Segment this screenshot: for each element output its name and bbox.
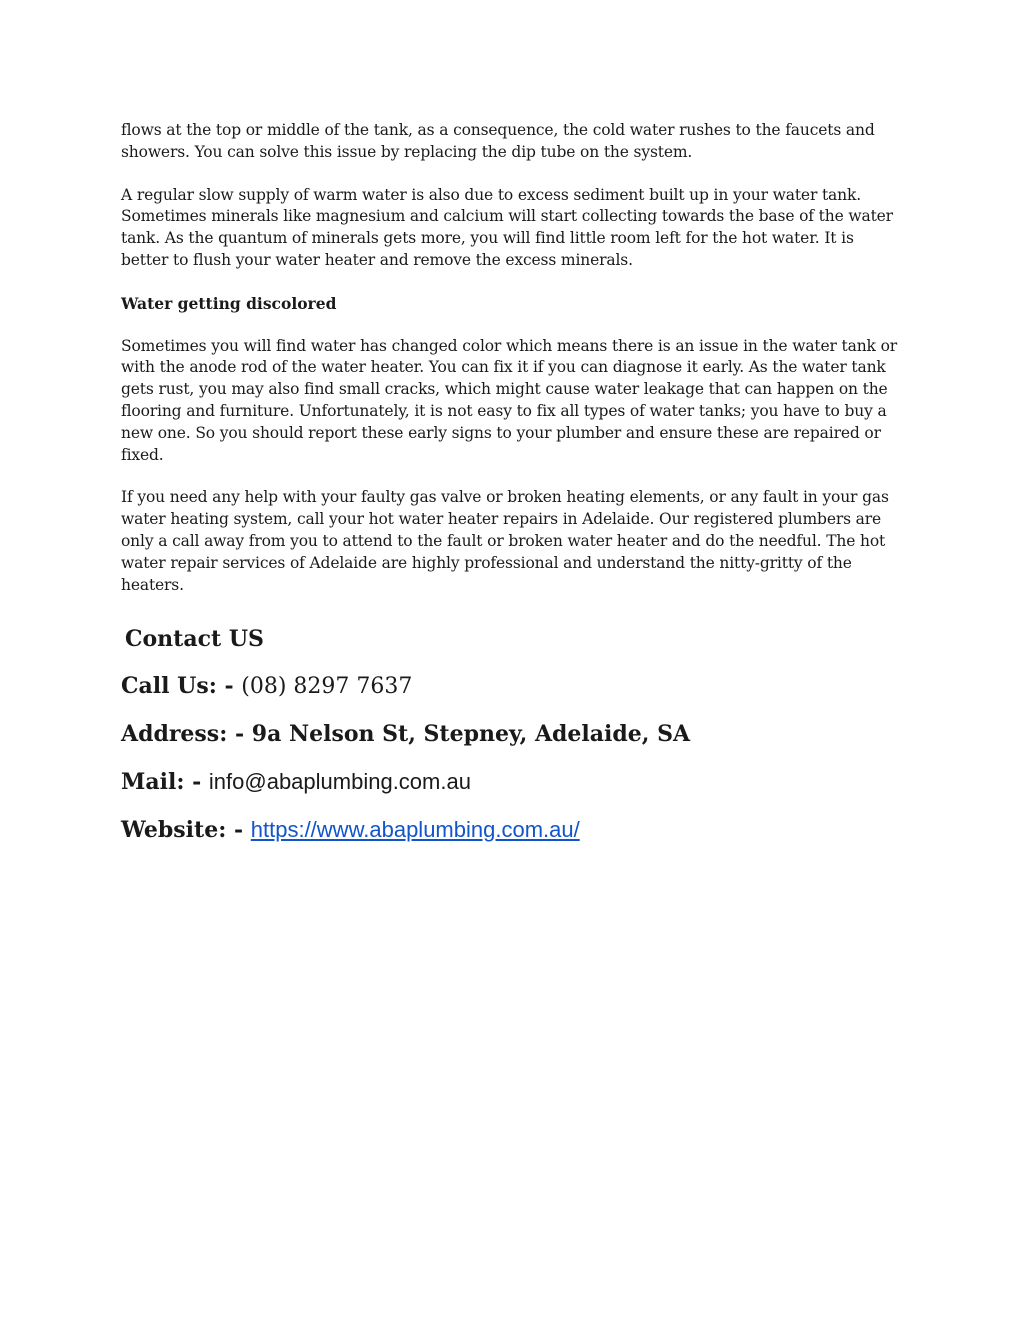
contact-heading: Contact US xyxy=(125,626,264,653)
website-label: Website: - xyxy=(121,817,251,844)
paragraph-line: fixed. xyxy=(121,445,164,464)
paragraph-line: new one. So you should report these early signs to your plumber and ensure these are repaired or xyxy=(121,423,881,442)
phone-number: (08) 8297 7637 xyxy=(241,674,413,700)
website-link[interactable]: https://www.abaplumbing.com.au/ xyxy=(250,817,580,843)
paragraph-line: only a call away from you to attend to the fault or broken water heater and do the needful. The hot xyxy=(121,531,886,550)
paragraph-line: heaters. xyxy=(121,575,184,594)
section-heading-discolored: Water getting discolored xyxy=(121,293,337,313)
paragraph-line: with the anode rod of the water heater. You can fix it if you can diagnose it early. As the water tank xyxy=(121,358,886,377)
contact-website-row xyxy=(121,815,911,846)
paragraph-line: water heating system, call your hot water heater repairs in Adelaide. Our registered plumbers are xyxy=(121,510,882,529)
paragraph-line: Sometimes minerals like magnesium and calcium will start collecting towards the base of the water xyxy=(121,207,893,226)
paragraph-sediment xyxy=(121,185,911,272)
paragraph-discolored xyxy=(121,336,911,467)
mail-label: Mail: - xyxy=(121,769,209,796)
address-label: Address: - xyxy=(121,721,252,748)
paragraph-line: tank. As the quantum of minerals gets more, you will find little room left for the hot water. It is xyxy=(121,229,854,248)
paragraph-line: water repair services of Adelaide are highly professional and understand the nitty-gritty of the xyxy=(121,553,852,572)
call-label: Call Us: - xyxy=(121,673,242,700)
paragraph-line: A regular slow supply of warm water is also due to excess sediment built up in your water tank. xyxy=(121,185,861,204)
paragraph-line: showers. You can solve this issue by replacing the dip tube on the system. xyxy=(121,142,693,161)
document-body xyxy=(121,120,911,846)
paragraph-line: Sometimes you will find water has changed color which means there is an issue in the water tank or xyxy=(121,336,898,355)
contact-address-row xyxy=(121,719,911,750)
contact-mail-row xyxy=(121,767,911,798)
paragraph-line: If you need any help with your faulty gas valve or broken heating elements, or any fault in your gas xyxy=(121,488,889,507)
email-address: info@abaplumbing.com.au xyxy=(208,769,471,795)
paragraph-line: flows at the top or middle of the tank, as a consequence, the cold water rushes to the faucets and xyxy=(121,121,875,139)
paragraph-line: flooring and furniture. Unfortunately, it is not easy to fix all types of water tanks; you have to buy a xyxy=(121,401,887,420)
contact-phone-row xyxy=(121,671,911,702)
paragraph-help xyxy=(121,487,911,596)
address-value: 9a Nelson St, Stepney, Adelaide, SA xyxy=(251,721,691,748)
paragraph-line: better to flush your water heater and remove the excess minerals. xyxy=(121,250,633,269)
paragraph-line: gets rust, you may also find small cracks, which might cause water leakage that can happen on the xyxy=(121,380,888,399)
paragraph-dip-tube xyxy=(121,120,911,164)
